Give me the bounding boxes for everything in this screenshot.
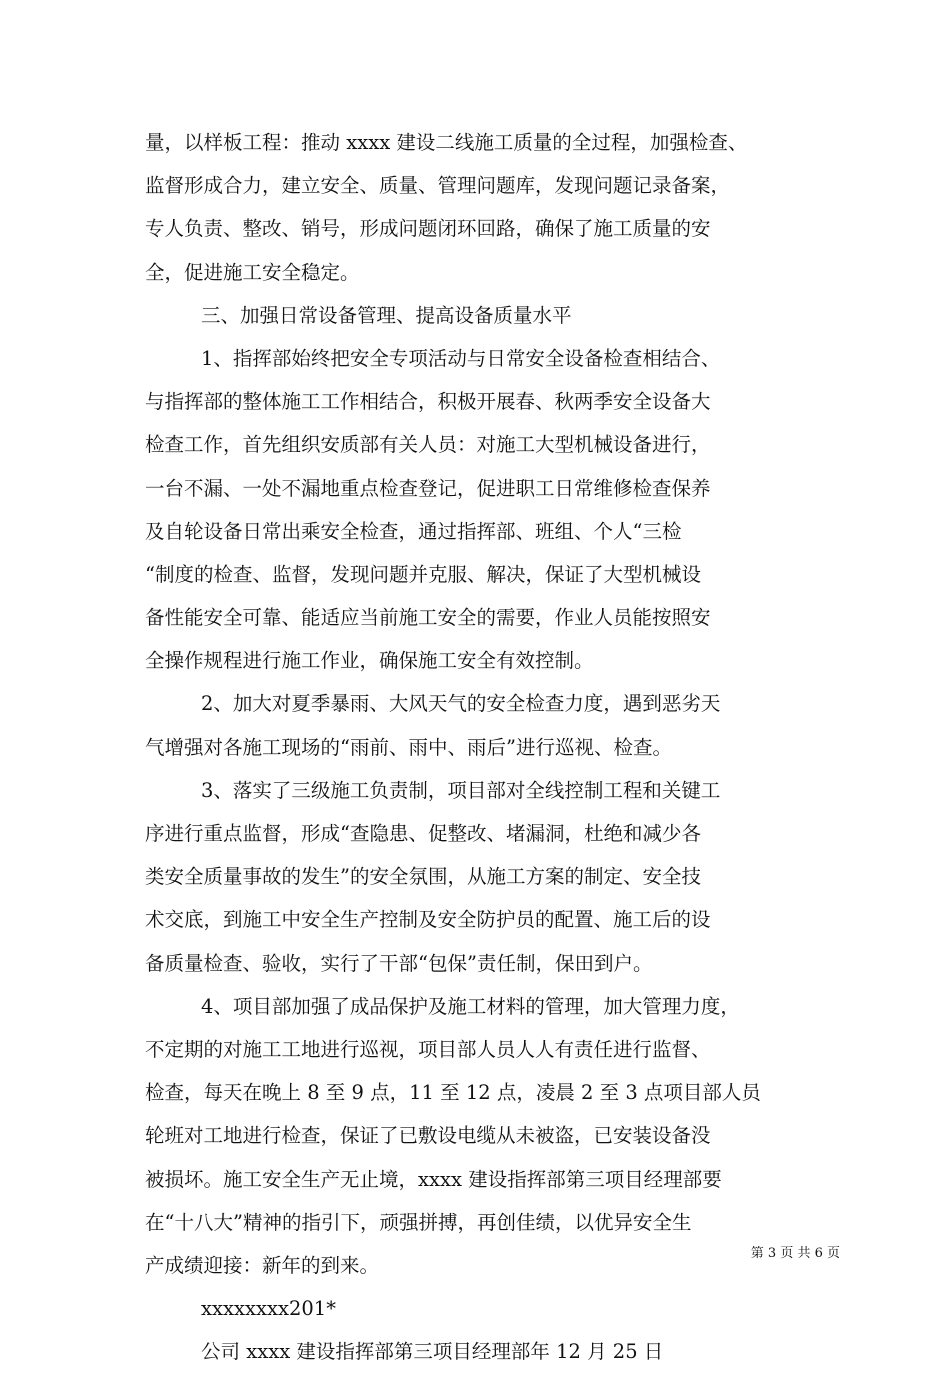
text-line: 全操作规程进行施工作业，确保施工安全有效控制。 (145, 649, 594, 673)
text-line: 全，促进施工安全稳定。 (145, 260, 360, 284)
text-line: 量，以样板工程：推动 xxxx 建设二线施工质量的全过程，加强检查、 (145, 131, 748, 154)
text-line: 在“十八大”精神的指引下，顽强拼搏，再创佳绩，以优异安全生 (145, 1210, 692, 1234)
signature-code: xxxxxxxx201* (201, 1297, 336, 1321)
text-line: 4、项目部加强了成品保护及施工材料的管理，加大管理力度， (201, 994, 740, 1018)
text-line: 检查工作，首先组织安质部有关人员：对施工大型机械设备进行， (145, 433, 711, 457)
text-line: 3、落实了三级施工负责制，项目部对全线控制工程和关键工 (201, 778, 721, 802)
text-line: 专人负责、整改、销号，形成问题闭环回路，确保了施工质量的安 (145, 217, 711, 241)
text-line: 备性能安全可靠、能适应当前施工安全的需要，作业人员能按照安 (145, 606, 711, 630)
document-body (145, 121, 825, 1373)
section-heading: 三、加强日常设备管理、提高设备质量水平 (201, 303, 572, 327)
text-line: 气增强对各施工现场的“雨前、雨中、雨后”进行巡视、检查。 (145, 735, 672, 759)
text-line: 监督形成合力，建立安全、质量、管理问题库，发现问题记录备案， (145, 174, 731, 198)
text-line: 一台不漏、一处不漏地重点检查登记，促进职工日常维修检查保养 (145, 476, 711, 500)
text-line: 不定期的对施工工地进行巡视，项目部人员人人有责任进行监督、 (145, 1037, 711, 1061)
text-line: “制度的检查、监督，发现问题并克服、解决，保证了大型机械设 (145, 562, 701, 586)
text-line: 术交底，到施工中安全生产控制及安全防护员的配置、施工后的设 (145, 908, 711, 932)
text-line: 序进行重点监督，形成“查隐患、促整改、堵漏洞，杜绝和减少各 (145, 822, 701, 845)
text-line: 及自轮设备日常出乘安全检查，通过指挥部、班组、个人“三检 (145, 519, 682, 543)
signature-line: 公司 xxxx 建设指挥部第三项目经理部年 12 月 25 日 (201, 1340, 664, 1364)
page-indicator: 第 3 页 共 6 页 (750, 1246, 840, 1261)
text-line: 备质量检查、验收，实行了干部“包保”责任制，保田到户。 (145, 951, 653, 975)
text-line: 被损坏。施工安全生产无止境，xxxx 建设指挥部第三项目经理部要 (145, 1167, 722, 1191)
text-line: 检查，每天在晚上 8 至 9 点，11 至 12 点，凌晨 2 至 3 点项目部人员 (145, 1081, 761, 1105)
text-line: 轮班对工地进行检查，保证了已敷设电缆从未被盗，已安装设备没 (145, 1124, 711, 1148)
text-line: 产成绩迎接：新年的到来。 (145, 1253, 380, 1277)
text-line: 与指挥部的整体施工工作相结合，积极开展春、秋两季安全设备大 (145, 390, 711, 414)
text-line: 2、加大对夏季暴雨、大风天气的安全检查力度，遇到恶劣天 (201, 692, 721, 716)
text-line: 类安全质量事故的发生”的安全氛围，从施工方案的制定、安全技 (145, 865, 701, 889)
text-line: 1、指挥部始终把安全专项活动与日常安全设备检查相结合、 (201, 346, 721, 370)
